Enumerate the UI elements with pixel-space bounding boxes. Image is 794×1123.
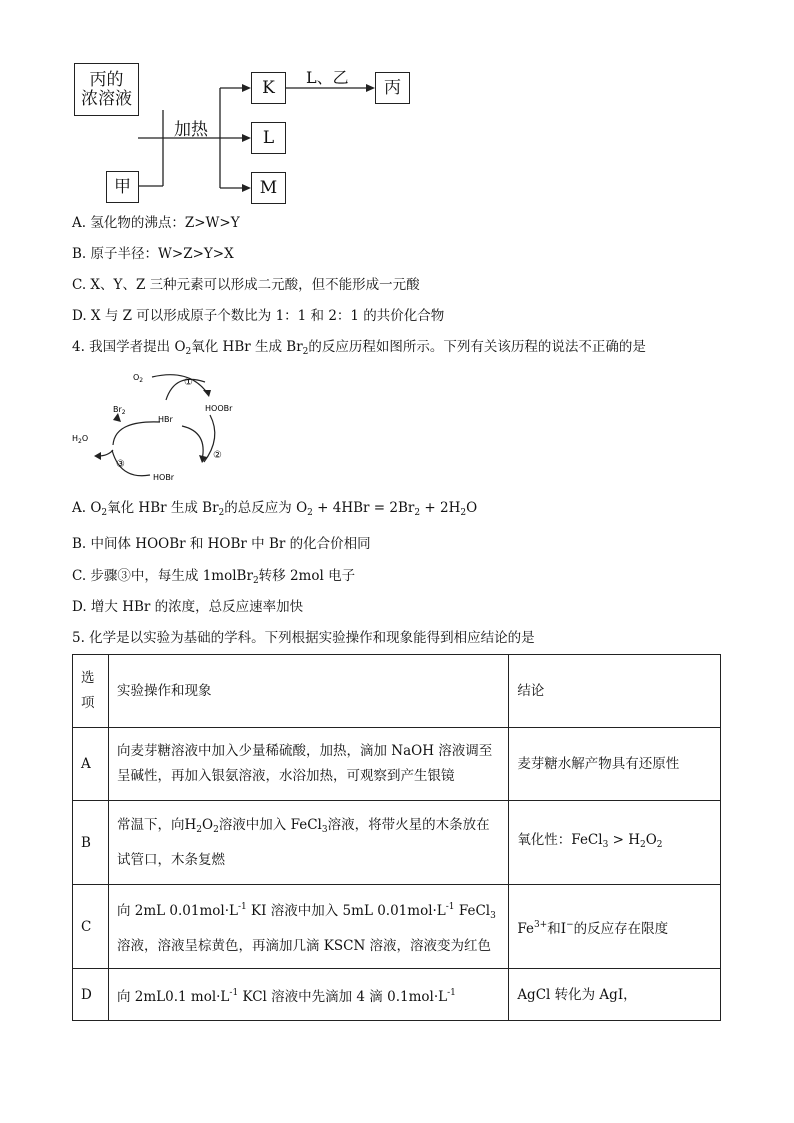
text-part: 和I: [547, 920, 567, 937]
row-label: A: [73, 728, 109, 801]
table-row: [73, 728, 721, 801]
heat-label: 加热: [174, 120, 208, 140]
row-operation: [108, 885, 508, 969]
subscript: 2: [460, 508, 467, 518]
row-label: B: [73, 801, 109, 885]
row-conclusion: AgCl 转化为 AgI，: [509, 969, 721, 1021]
text-part: > H: [608, 832, 640, 848]
subscript: 2: [639, 840, 646, 850]
arrow-label: L、乙: [306, 68, 349, 87]
subscript: 3: [602, 840, 609, 850]
text-part: O: [466, 500, 478, 516]
table-row: [73, 801, 721, 885]
cycle-br2: $Br_2$: [113, 405, 126, 416]
q4-option-b: B. 中间体 HOOBr 和 HOBr 中 Br 的化合价相同: [72, 536, 371, 552]
q4-option-d: D. 增大 HBr 的浓度，总反应速率加快: [72, 599, 304, 615]
row-conclusion: [509, 801, 721, 885]
box-M: M: [251, 172, 286, 204]
text-part: 常温下，向H: [116, 817, 197, 833]
box-concentrated-solution: 丙的 浓溶液: [74, 63, 139, 116]
box-L: L: [251, 122, 286, 154]
q4-stem: [72, 338, 646, 361]
text-part: 溶液，将带火星的木条放在试管口，木条复燃: [116, 817, 490, 868]
header-operation: 实验操作和现象: [108, 655, 508, 728]
superscript: −: [566, 919, 574, 930]
q4-stem-part: 4. 我国学者提出 O: [72, 339, 186, 355]
text-part: 向 2mL 0.01mol·L: [116, 903, 238, 919]
text-part: KCl 溶液中先滴加 4 滴 0.1mol·L: [238, 988, 448, 1005]
text-part: 转移 2mol 电子: [258, 568, 356, 584]
text-part: + 4HBr = 2Br: [312, 500, 415, 516]
text-part: + 2H: [420, 500, 461, 516]
cycle-step3: ③: [116, 459, 125, 470]
experiment-table: [72, 654, 721, 1021]
superscript: -1: [237, 902, 247, 912]
row-conclusion: 麦芽糖水解产物具有还原性: [509, 728, 721, 801]
subscript: 2: [656, 840, 663, 850]
subscript: 3: [321, 825, 328, 835]
row-operation: 向麦芽糖溶液中加入少量稀硫酸，加热，滴加 NaOH 溶液调至呈碱性，再加入银氨溶液，水浴加热，可观察到产生银镜: [108, 728, 508, 801]
header-option: 选 项: [73, 655, 109, 728]
text-part: Fe: [517, 920, 534, 937]
subscript: 2: [252, 576, 259, 586]
subscript: 2: [307, 508, 313, 518]
q4-stem-part: 氧化 HBr 生成 Br: [191, 339, 303, 355]
q4-option-a: [72, 499, 477, 522]
subscript: 2: [414, 508, 421, 518]
q3-option-c: C. X、Y、Z 三种元素可以形成二元酸，但不能形成一元酸: [72, 277, 420, 293]
text-part: 溶液，溶液呈棕黄色，再滴加几滴 KSCN 溶液，溶液变为红色: [116, 938, 492, 954]
row-operation: [108, 801, 508, 885]
box-K: K: [251, 72, 286, 104]
superscript: 3+: [533, 919, 548, 930]
box-bing: 丙: [375, 72, 410, 104]
subscript: 2: [196, 825, 202, 835]
text-part: O: [645, 832, 657, 848]
table-header-row: [73, 655, 721, 728]
text-part: C. 步骤③中，每生成 1molBr: [72, 568, 253, 584]
header-conclusion: 结论: [509, 655, 721, 728]
cycle-o2: $O_2$: [133, 373, 144, 384]
cycle-hobr: HOBr: [153, 473, 175, 482]
superscript: -1: [445, 902, 455, 912]
q3-option-b: B. 原子半径：W>Z>Y>X: [72, 246, 234, 262]
text-part: 溶液中加入 FeCl: [218, 817, 322, 833]
cycle-step1: ①: [184, 377, 193, 388]
q3-option-d: D. X 与 Z 可以形成原子个数比为 1：1 和 2：1 的共价化合物: [72, 308, 445, 324]
row-conclusion: [509, 885, 721, 969]
text-part: 的反应存在限度: [573, 920, 669, 937]
subscript: 2: [101, 508, 108, 518]
q5-stem: 5. 化学是以实验为基础的学科。下列根据实验操作和现象能得到相应结论的是: [72, 630, 535, 646]
subscript: 2: [218, 508, 225, 518]
q4-stem-sub: 2: [185, 347, 192, 357]
subscript: 3: [490, 911, 496, 921]
row-label: C: [73, 885, 109, 969]
reaction-cycle-diagram: [0, 360, 300, 490]
row-operation: [108, 969, 508, 1021]
subscript: 2: [213, 825, 219, 835]
table-row: [73, 885, 721, 969]
text-part: 氧化 HBr 生成 Br: [107, 500, 219, 516]
cycle-h2o: $H_2O$: [72, 434, 89, 445]
text-part: FeCl: [454, 903, 491, 919]
text-part: A. O: [72, 500, 102, 516]
cycle-step2: ②: [213, 450, 222, 461]
q4-option-c: [72, 567, 355, 590]
text-part: 氧化性：FeCl: [517, 832, 603, 848]
cycle-hbr: HBr: [158, 415, 173, 424]
superscript: -1: [229, 987, 239, 998]
text-part: 的总反应为 O: [224, 500, 308, 516]
q3-option-a: A. 氢化物的沸点：Z>W>Y: [72, 215, 240, 231]
row-label: D: [73, 969, 109, 1021]
text-part: O: [202, 817, 214, 833]
q4-stem-sub: 2: [302, 347, 309, 357]
q4-stem-part: 的反应历程如图所示。下列有关该历程的说法不正确的是: [308, 339, 646, 355]
box-jia: 甲: [106, 171, 139, 203]
superscript: -1: [447, 987, 456, 998]
cycle-hoobr: HOOBr: [205, 404, 233, 413]
text-part: KI 溶液中加入 5mL 0.01mol·L: [246, 903, 446, 919]
text-part: 向 2mL0.1 mol·L: [116, 988, 230, 1005]
table-row: [73, 969, 721, 1021]
